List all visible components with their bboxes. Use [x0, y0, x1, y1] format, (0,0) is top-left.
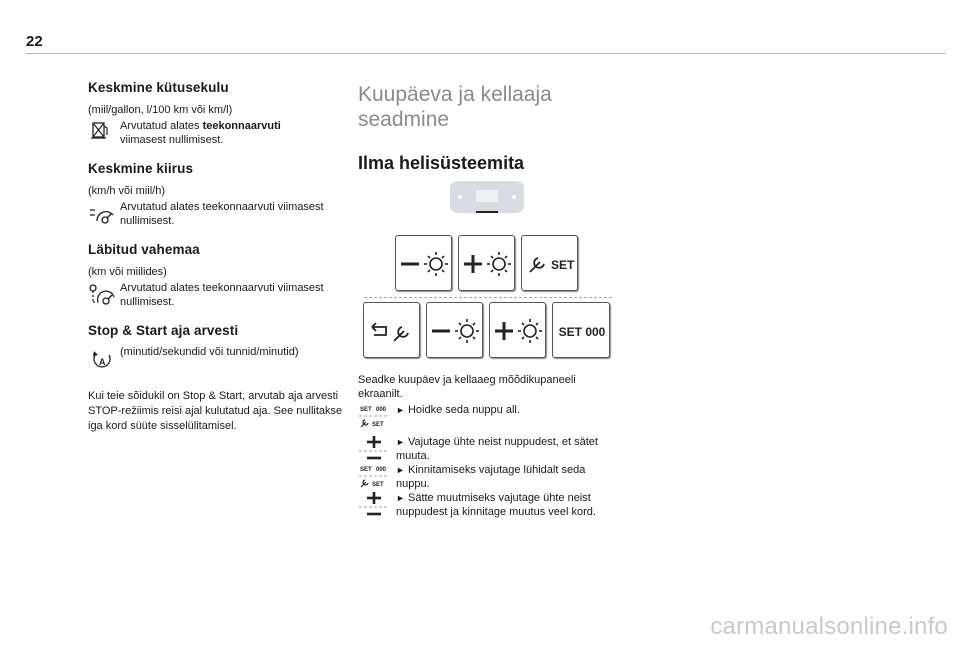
set-000-icon	[553, 303, 611, 359]
back-wrench-button[interactable]	[363, 302, 420, 358]
section-units: (km või miilides)	[88, 266, 167, 278]
desc-text: (minutid/sekundid või tunnid/minutid)	[120, 346, 299, 358]
header-rule	[26, 53, 946, 54]
step-arrow: ►	[396, 493, 405, 503]
plus-brightness-icon	[459, 236, 516, 292]
section-units: (miil/gallon, l/100 km või km/l)	[88, 104, 233, 116]
step-text: Kinnitamiseks vajutage lühidalt seda nuppu.	[396, 464, 586, 490]
distance-icon	[88, 282, 116, 308]
section-description	[88, 281, 348, 309]
plus-brightness-icon	[490, 303, 547, 359]
small-000: 000	[376, 467, 387, 473]
subsection-heading: Ilma helisüsteemita	[358, 153, 525, 173]
step-arrow: ►	[396, 405, 405, 415]
page-number: 22	[26, 33, 43, 50]
left-column	[88, 80, 348, 434]
step-text: Hoidke seda nuppu all.	[407, 404, 520, 416]
plus-minus-icon	[358, 491, 390, 519]
stop-start-paragraph: Kui teie sõidukil on Stop & Start, arvutab aja arvesti STOP-režiimis reisi ajal kulutatud aja. See nullitakse iga kord süüte sisselülitamisel.	[88, 390, 343, 432]
small-000: 000	[376, 407, 387, 413]
return-wrench-icon	[364, 303, 421, 359]
section-title: Keskmine kütusekulu	[88, 80, 229, 95]
desc-text: Arvutatud alates teekonnaarvuti viimasest nullimisest.	[120, 201, 324, 227]
set-000-wrench-set-icon	[358, 463, 390, 491]
set-000-label: SET 000	[558, 325, 606, 339]
section-heading: Kuupäeva ja kellaaja seadmine	[358, 83, 552, 131]
section-title: Läbitud vahemaa	[88, 242, 200, 257]
section-distance	[88, 242, 348, 309]
small-set: SET	[360, 467, 372, 473]
minus-brightness-button[interactable]	[395, 235, 452, 291]
section-stop-start	[88, 323, 348, 371]
step-arrow: ►	[396, 437, 405, 447]
step-arrow: ►	[396, 465, 405, 475]
plus-minus-icon	[358, 435, 390, 463]
instrument-cluster-icon	[446, 178, 528, 216]
desc-text: Arvutatud alates	[120, 120, 203, 132]
small-set: SET	[360, 407, 372, 413]
section-title: Stop & Start aja arvesti	[88, 323, 239, 338]
fuel-pump-icon	[88, 120, 116, 146]
speedometer-icon	[88, 201, 116, 227]
section-fuel-consumption	[88, 80, 348, 147]
right-column	[358, 82, 620, 174]
small-set: SET	[372, 422, 384, 428]
section-description	[88, 200, 348, 228]
plus-brightness-button-2[interactable]	[489, 302, 546, 358]
instructions-intro: Seadke kuupäev ja kellaaeg mõõdikupaneeli ekraanilt.	[358, 374, 576, 400]
desc-text-rest: viimasest nullimisest.	[120, 134, 224, 146]
desc-bold: teekonnaarvuti	[202, 120, 281, 132]
wrench-icon	[522, 236, 579, 292]
svg-text:A: A	[99, 357, 106, 367]
set-000-button[interactable]	[552, 302, 610, 358]
plus-brightness-button[interactable]	[458, 235, 515, 291]
set-label: SET	[551, 258, 575, 272]
instruction-step	[358, 435, 620, 463]
minus-brightness-button-2[interactable]	[426, 302, 483, 358]
instructions	[358, 373, 620, 519]
instruction-step	[358, 463, 620, 491]
small-set: SET	[372, 482, 384, 488]
section-title: Keskmine kiirus	[88, 161, 194, 176]
section-units: (km/h või miil/h)	[88, 185, 166, 197]
watermark: carmanualsonline.info	[710, 613, 948, 640]
set-000-wrench-set-icon	[358, 403, 390, 431]
instruction-step	[358, 403, 620, 431]
instruction-step	[358, 491, 620, 519]
desc-text: Arvutatud alates teekonnaarvuti viimasest nullimisest.	[120, 282, 324, 308]
step-text: Vajutage ühte neist nuppudest, et sätet muuta.	[396, 436, 598, 462]
wrench-set-button[interactable]	[521, 235, 578, 291]
minus-brightness-icon	[427, 303, 484, 359]
section-description	[88, 119, 348, 147]
step-text: Sätte muutmiseks vajutage ühte neist nuppudest ja kinnitage muutus veel kord.	[396, 492, 596, 518]
dashed-divider	[364, 297, 612, 298]
stop-start-icon	[88, 346, 116, 372]
section-description	[88, 345, 348, 371]
section-average-speed	[88, 161, 348, 228]
minus-brightness-icon	[396, 236, 453, 292]
